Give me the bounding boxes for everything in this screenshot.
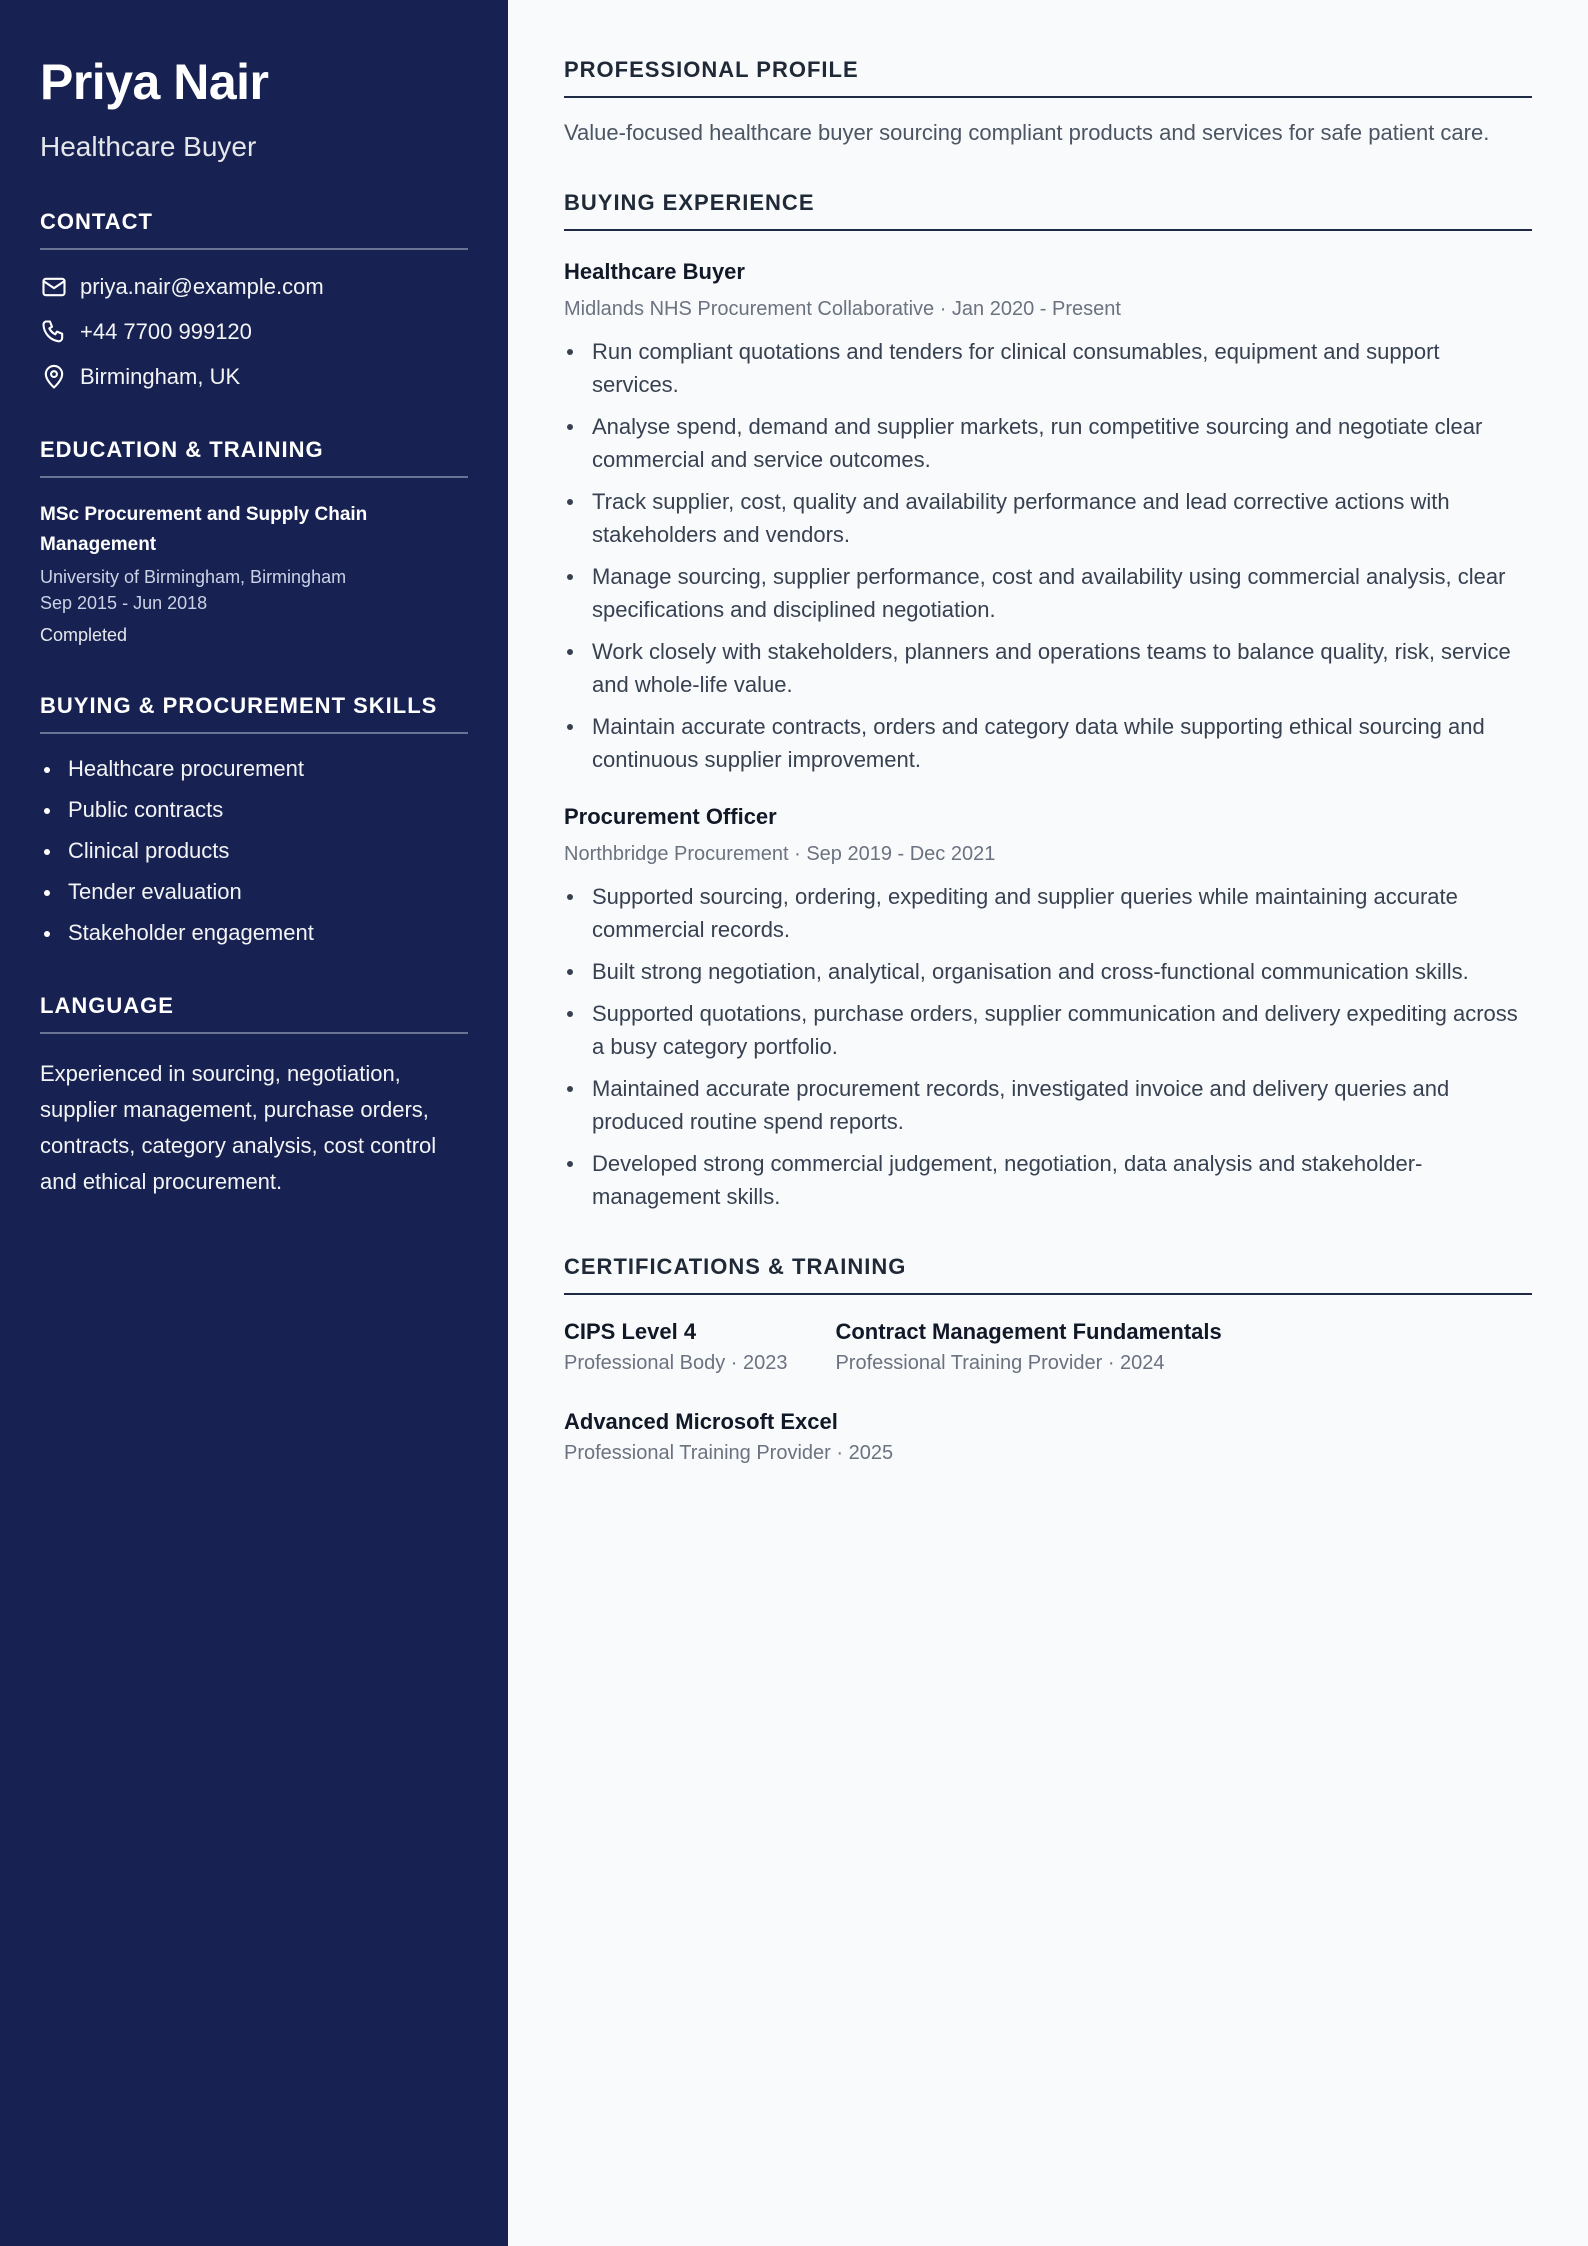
job-title: Procurement Officer: [564, 804, 777, 829]
skills-list: [40, 754, 468, 948]
skill-item: Healthcare procurement: [40, 754, 468, 784]
job-bullet: Manage sourcing, supplier performance, cost and availability using commercial analysis, clear specifications and disciplined negotiation.: [564, 560, 1532, 626]
mail-icon: [40, 273, 68, 301]
skills-section: [40, 692, 468, 948]
profile-text: Value-focused healthcare buyer sourcing compliant products and services for safe patient care.: [564, 120, 1490, 145]
job-bullets: [564, 335, 1532, 776]
certification-name: Advanced Microsoft Excel: [564, 1409, 838, 1434]
contact-section: [40, 208, 468, 392]
skill-item: Public contracts: [40, 795, 468, 825]
job-bullets: [564, 880, 1532, 1213]
candidate-role: Healthcare Buyer: [40, 131, 257, 162]
certification-item: [564, 1317, 787, 1377]
experience-section: [564, 189, 1532, 1213]
job-entry: [564, 802, 1532, 1213]
education-entry: [40, 500, 468, 648]
education-section: [40, 436, 468, 648]
contact-location: [40, 362, 468, 392]
job-bullet: Built strong negotiation, analytical, organisation and cross-functional communication skills.: [564, 955, 1532, 988]
sidebar: [0, 0, 508, 2246]
phone-icon: [40, 318, 68, 346]
location-pin-icon: [40, 363, 68, 391]
job-bullet: Supported sourcing, ordering, expediting and supplier queries while maintaining accurate commercial records.: [564, 880, 1532, 946]
certification-name: Contract Management Fundamentals: [835, 1319, 1222, 1344]
certification-meta: Professional Training Provider · 2025: [564, 1442, 894, 1464]
contact-location-text: Birmingham, UK: [80, 364, 241, 389]
job-title: Healthcare Buyer: [564, 259, 745, 284]
main-content: [508, 0, 1588, 2246]
language-text: Experienced in sourcing, negotiation, supplier management, purchase orders, contracts, category analysis, cost control and ethical procurement.: [40, 1061, 437, 1194]
candidate-name: Priya Nair: [40, 54, 269, 110]
contact-email-text: priya.nair@example.com: [80, 274, 324, 299]
job-meta: Midlands NHS Procurement Collaborative · Jan 2020 - Present: [564, 298, 1121, 320]
certifications-list: [564, 1317, 1532, 1497]
job-bullet: Work closely with stakeholders, planners and operations teams to balance quality, risk, service and whole-life value.: [564, 635, 1532, 701]
job-bullet: Maintain accurate contracts, orders and category data while supporting ethical sourcing and continuous supplier improvement.: [564, 710, 1532, 776]
certification-meta: Professional Training Provider · 2024: [835, 1352, 1165, 1374]
skill-item: Stakeholder engagement: [40, 918, 468, 948]
job-bullet: Track supplier, cost, quality and availability performance and lead corrective actions with stakeholders and vendors.: [564, 485, 1532, 551]
job-bullet: Supported quotations, purchase orders, supplier communication and delivery expediting across a busy category portfolio.: [564, 997, 1532, 1063]
skill-item: Tender evaluation: [40, 877, 468, 907]
education-status: Completed: [40, 625, 128, 645]
certification-meta: Professional Body · 2023: [564, 1352, 788, 1374]
profile-section: [564, 56, 1532, 149]
profile-heading: PROFESSIONAL PROFILE: [564, 56, 1532, 98]
job-bullet: Run compliant quotations and tenders for clinical consumables, equipment and support services.: [564, 335, 1532, 401]
education-dates: Sep 2015 - Jun 2018: [40, 593, 208, 613]
job-bullet: Analyse spend, demand and supplier markets, run competitive sourcing and negotiate clear commercial and service outcomes.: [564, 410, 1532, 476]
contact-heading: CONTACT: [40, 208, 468, 250]
contact-email[interactable]: [40, 272, 468, 302]
language-section: [40, 992, 468, 1200]
job-bullet: Maintained accurate procurement records, investigated invoice and delivery queries and produced routine spend reports.: [564, 1072, 1532, 1138]
job-entry: [564, 257, 1532, 776]
language-heading: LANGUAGE: [40, 992, 468, 1034]
skills-heading: BUYING & PROCUREMENT SKILLS: [40, 692, 468, 734]
job-bullet: Developed strong commercial judgement, negotiation, data analysis and stakeholder-management skills.: [564, 1147, 1532, 1213]
certifications-heading: CERTIFICATIONS & TRAINING: [564, 1253, 1532, 1295]
experience-heading: BUYING EXPERIENCE: [564, 189, 1532, 231]
education-heading: EDUCATION & TRAINING: [40, 436, 468, 478]
certification-item: [835, 1317, 1221, 1377]
education-school: University of Birmingham, Birmingham: [40, 567, 347, 587]
contact-list: [40, 272, 468, 392]
contact-phone-text: +44 7700 999120: [80, 319, 252, 344]
certification-name: CIPS Level 4: [564, 1319, 697, 1344]
skill-item: Clinical products: [40, 836, 468, 866]
job-meta: Northbridge Procurement · Sep 2019 - Dec 2021: [564, 843, 996, 865]
certifications-section: [564, 1253, 1532, 1497]
education-degree: MSc Procurement and Supply Chain Management: [40, 504, 368, 555]
contact-phone[interactable]: [40, 317, 468, 347]
certification-item: [564, 1407, 1484, 1467]
